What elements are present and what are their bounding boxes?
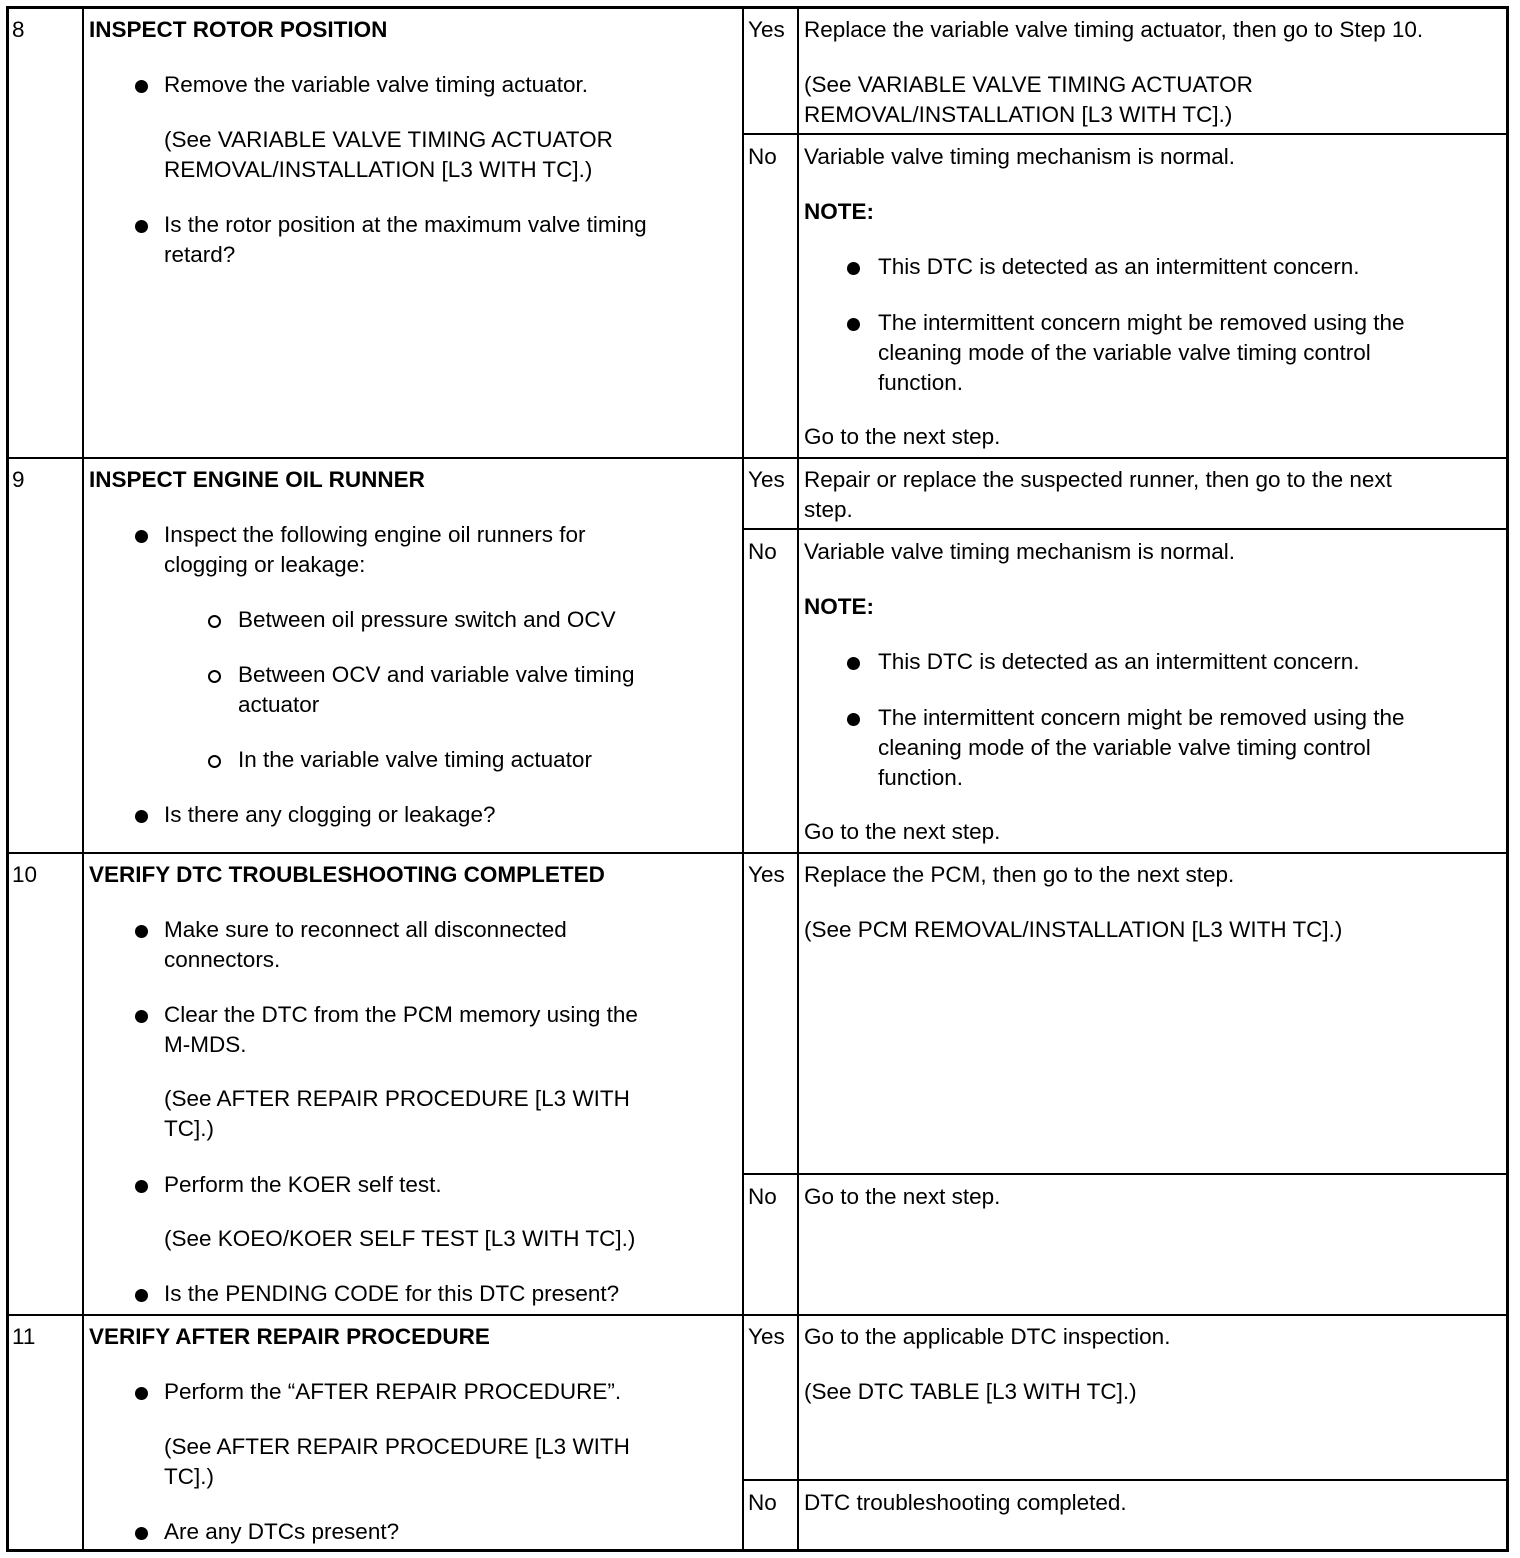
bullet-icon xyxy=(847,318,860,331)
row-divider xyxy=(9,1314,1506,1316)
bullet-icon xyxy=(135,80,148,93)
sub-bullet-text: actuator xyxy=(238,692,320,717)
question-text: Is there any clogging or leakage? xyxy=(164,802,496,827)
step-title: INSPECT ENGINE OIL RUNNER xyxy=(89,467,425,492)
action-bullet: connectors. xyxy=(164,947,281,972)
step-title: VERIFY DTC TROUBLESHOOTING COMPLETED xyxy=(89,862,605,887)
bullet-icon xyxy=(135,1289,148,1302)
yes-label: Yes xyxy=(748,467,785,492)
action-bullet: Perform the KOER self test. xyxy=(164,1172,442,1197)
note-text: The intermittent concern might be removed using the xyxy=(878,705,1405,730)
note-text: function. xyxy=(878,765,964,790)
bullet-icon xyxy=(135,925,148,938)
column-divider-action xyxy=(742,9,744,1549)
bullet-icon xyxy=(135,220,148,233)
step-title: VERIFY AFTER REPAIR PROCEDURE xyxy=(89,1324,490,1349)
note-label: NOTE: xyxy=(804,199,874,224)
reference-text: TC].) xyxy=(164,1116,214,1141)
note-text: This DTC is detected as an intermittent concern. xyxy=(878,649,1360,674)
reference-text: (See KOEO/KOER SELF TEST [L3 WITH TC].) xyxy=(164,1226,636,1251)
no-label: No xyxy=(748,1184,777,1209)
reference-text: REMOVAL/INSTALLATION [L3 WITH TC].) xyxy=(164,157,593,182)
yes-reference: (See DTC TABLE [L3 WITH TC].) xyxy=(804,1379,1137,1404)
step-title: INSPECT ROTOR POSITION xyxy=(89,17,388,42)
yes-action: Repair or replace the suspected runner, then go to the next xyxy=(804,467,1392,492)
bullet-icon xyxy=(847,657,860,670)
action-bullet: Inspect the following engine oil runners for xyxy=(164,522,586,547)
action-bullet: Make sure to reconnect all disconnected xyxy=(164,917,567,942)
sub-bullet-text: Between oil pressure switch and OCV xyxy=(238,607,616,632)
sub-bullet-icon xyxy=(208,755,221,768)
note-text: cleaning mode of the variable valve timing control xyxy=(878,735,1371,760)
bullet-icon xyxy=(135,810,148,823)
yes-action: Go to the applicable DTC inspection. xyxy=(804,1324,1171,1349)
no-action: Variable valve timing mechanism is normal. xyxy=(804,144,1235,169)
action-bullet: clogging or leakage: xyxy=(164,552,366,577)
column-divider-step xyxy=(82,9,84,1549)
yes-label: Yes xyxy=(748,862,785,887)
reference-text: (See AFTER REPAIR PROCEDURE [L3 WITH xyxy=(164,1434,630,1459)
bullet-icon xyxy=(135,1527,148,1540)
no-action: Variable valve timing mechanism is normal. xyxy=(804,539,1235,564)
bullet-icon xyxy=(135,1180,148,1193)
no-action: Go to the next step. xyxy=(804,1184,1001,1209)
yes-reference: REMOVAL/INSTALLATION [L3 WITH TC].) xyxy=(804,102,1233,127)
troubleshooting-table xyxy=(6,6,1509,1552)
sub-bullet-icon xyxy=(208,670,221,683)
note-text: function. xyxy=(878,370,964,395)
bullet-icon xyxy=(135,530,148,543)
question-text: retard? xyxy=(164,242,236,267)
reference-text: (See AFTER REPAIR PROCEDURE [L3 WITH xyxy=(164,1086,630,1111)
yes-no-divider xyxy=(742,1479,1506,1481)
row-divider xyxy=(9,457,1506,459)
action-bullet: M-MDS. xyxy=(164,1032,247,1057)
bullet-icon xyxy=(847,262,860,275)
row-divider xyxy=(9,852,1506,854)
yes-action: Replace the variable valve timing actuator, then go to Step 10. xyxy=(804,17,1424,42)
note-text: The intermittent concern might be removed using the xyxy=(878,310,1405,335)
yes-label: Yes xyxy=(748,17,785,42)
no-action: DTC troubleshooting completed. xyxy=(804,1490,1127,1515)
note-text: This DTC is detected as an intermittent concern. xyxy=(878,254,1360,279)
step-number: 9 xyxy=(12,467,25,492)
yes-no-divider xyxy=(742,1173,1506,1175)
yes-action: step. xyxy=(804,497,853,522)
yes-reference: (See VARIABLE VALVE TIMING ACTUATOR xyxy=(804,72,1253,97)
action-bullet: Perform the “AFTER REPAIR PROCEDURE”. xyxy=(164,1379,622,1404)
next-step-text: Go to the next step. xyxy=(804,819,1001,844)
note-label: NOTE: xyxy=(804,594,874,619)
action-bullet: Remove the variable valve timing actuator. xyxy=(164,72,588,97)
yes-label: Yes xyxy=(748,1324,785,1349)
step-number: 10 xyxy=(12,862,38,887)
note-text: cleaning mode of the variable valve timing control xyxy=(878,340,1371,365)
no-label: No xyxy=(748,1490,777,1515)
sub-bullet-text: Between OCV and variable valve timing xyxy=(238,662,635,687)
question-text: Are any DTCs present? xyxy=(164,1519,400,1544)
no-label: No xyxy=(748,144,777,169)
step-number: 8 xyxy=(12,17,25,42)
reference-text: (See VARIABLE VALVE TIMING ACTUATOR xyxy=(164,127,613,152)
reference-text: TC].) xyxy=(164,1464,214,1489)
column-divider-result xyxy=(797,9,799,1549)
action-bullet: Clear the DTC from the PCM memory using the xyxy=(164,1002,638,1027)
sub-bullet-icon xyxy=(208,615,221,628)
step-number: 11 xyxy=(12,1324,36,1349)
no-label: No xyxy=(748,539,777,564)
bullet-icon xyxy=(847,713,860,726)
next-step-text: Go to the next step. xyxy=(804,424,1001,449)
bullet-icon xyxy=(135,1010,148,1023)
yes-no-divider xyxy=(742,133,1506,135)
yes-action: Replace the PCM, then go to the next step. xyxy=(804,862,1235,887)
question-text: Is the PENDING CODE for this DTC present? xyxy=(164,1281,620,1306)
bullet-icon xyxy=(135,1387,148,1400)
yes-no-divider xyxy=(742,528,1506,530)
question-text: Is the rotor position at the maximum valve timing xyxy=(164,212,647,237)
sub-bullet-text: In the variable valve timing actuator xyxy=(238,747,592,772)
yes-reference: (See PCM REMOVAL/INSTALLATION [L3 WITH TC].) xyxy=(804,917,1343,942)
